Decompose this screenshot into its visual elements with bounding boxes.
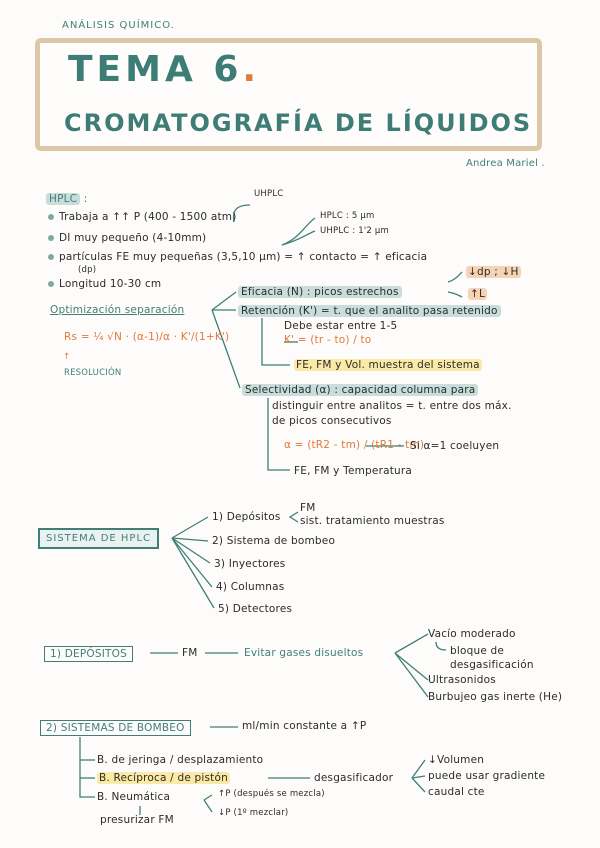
neumatica-low: ↓P (1º mezclar) [218,808,289,818]
hplc-label: HPLC : [46,193,88,205]
option-vacio: Vacío moderado [428,628,516,640]
retencion-factors: FE, FM y Vol. muestra del sistema [296,359,480,371]
page-subtitle: CROMATOGRAFÍA DE LÍQUIDOS [64,109,533,137]
depositos-fm: FM [182,647,198,659]
bullet-pressure: Trabaja a ↑↑ P (400 - 1500 atm) [48,211,237,223]
bombeo-neumatica: B. Neumática [97,791,171,803]
sistema-item-depositos: 1) Depósitos [212,511,281,523]
selectividad-line3: de picos consecutivos [272,415,392,427]
eficacia-label: Eficacia (N) : picos estrechos [238,286,402,298]
bombeo-box: 2) SISTEMAS DE BOMBEO [40,720,191,736]
dep-sub-tratamiento: sist. tratamiento muestras [300,515,445,527]
page-title: TEMA 6. [68,49,261,90]
evitar-gases: Evitar gases disueltos [244,647,364,659]
neumatica-high: ↑P (después se mezcla) [218,789,325,799]
sistema-hplc-box: SISTEMA DE HPLC [38,528,159,549]
retencion-range: Debe estar entre 1-5 [284,320,398,332]
sistema-item-bombeo: 2) Sistema de bombeo [212,535,336,547]
option-burbujeo: Burbujeo gas inerte (He) [428,691,563,703]
resolucion-label: RESOLUCIÓN [64,368,122,378]
bombeo-reciproca: B. Recíproca / de pistón [99,772,228,784]
rs-formula: Rs = ¼ √N · (α-1)/α · K'/(1+K') [64,331,230,343]
sistema-item-columnas: 4) Columnas [216,581,285,593]
bombeo-right-gradiente: puede usar gradiente [428,770,546,782]
dp-label: (dp) [78,265,97,275]
sistema-item-inyectores: 3) Inyectores [214,558,286,570]
dep-sub-fm: FM [300,502,316,514]
coeluyen-label: Si α=1 coeluyen [410,440,500,452]
selectividad-label: Selectividad (α) : capacidad columna para [242,384,478,396]
bullet-particles: partículas FE muy pequeñas (3,5,10 μm) = ↑ contacto = ↑ eficacia [48,251,427,263]
author-label: Andrea Mariel . [466,158,545,169]
subject-label: ANÁLISIS QUÍMICO. [62,20,175,31]
bullet-length: Longitud 10-30 cm [48,278,161,290]
eficacia-dp: ↓dp ; ↓H [468,266,519,278]
bombeo-right-volumen: ↓Volumen [428,754,485,766]
k-formula: K' = (tr - to) / to [284,334,372,346]
alpha-formula: α = (tR2 - tm) / (tR1 - tm) [284,439,425,451]
up-arrow-icon: ↑ [63,352,71,362]
selectividad-line2: distinguir entre analitos = t. entre dos máx. [272,400,512,412]
sistema-item-detectores: 5) Detectores [218,603,293,615]
uhplc-size: UHPLC : 1'2 μm [320,226,390,236]
uhplc-label: UHPLC [254,189,284,199]
retencion-label: Retención (K') = t. que el analito pasa retenido [238,305,501,317]
presurizar-label: presurizar FM [100,814,174,826]
option-desgasificacion: desgasificación [450,659,534,671]
hplc-size: HPLC : 5 μm [320,211,375,221]
bullet-di: DI muy pequeño (4-10mm) [48,232,206,244]
selectividad-factors: FE, FM y Temperatura [294,465,413,477]
optim-title: Optimización separación [50,304,185,316]
bombeo-flow: ml/min constante a ↑P [242,720,367,732]
desgasificador-label: desgasificador [314,772,394,784]
depositos-box: 1) DEPÓSITOS [44,646,133,662]
bombeo-jeringa: B. de jeringa / desplazamiento [97,754,264,766]
bombeo-right-caudal: caudal cte [428,786,485,798]
eficacia-L: ↑L [470,288,486,300]
option-bloque: bloque de [450,645,505,657]
option-ultrasonidos: Ultrasonidos [428,674,496,686]
